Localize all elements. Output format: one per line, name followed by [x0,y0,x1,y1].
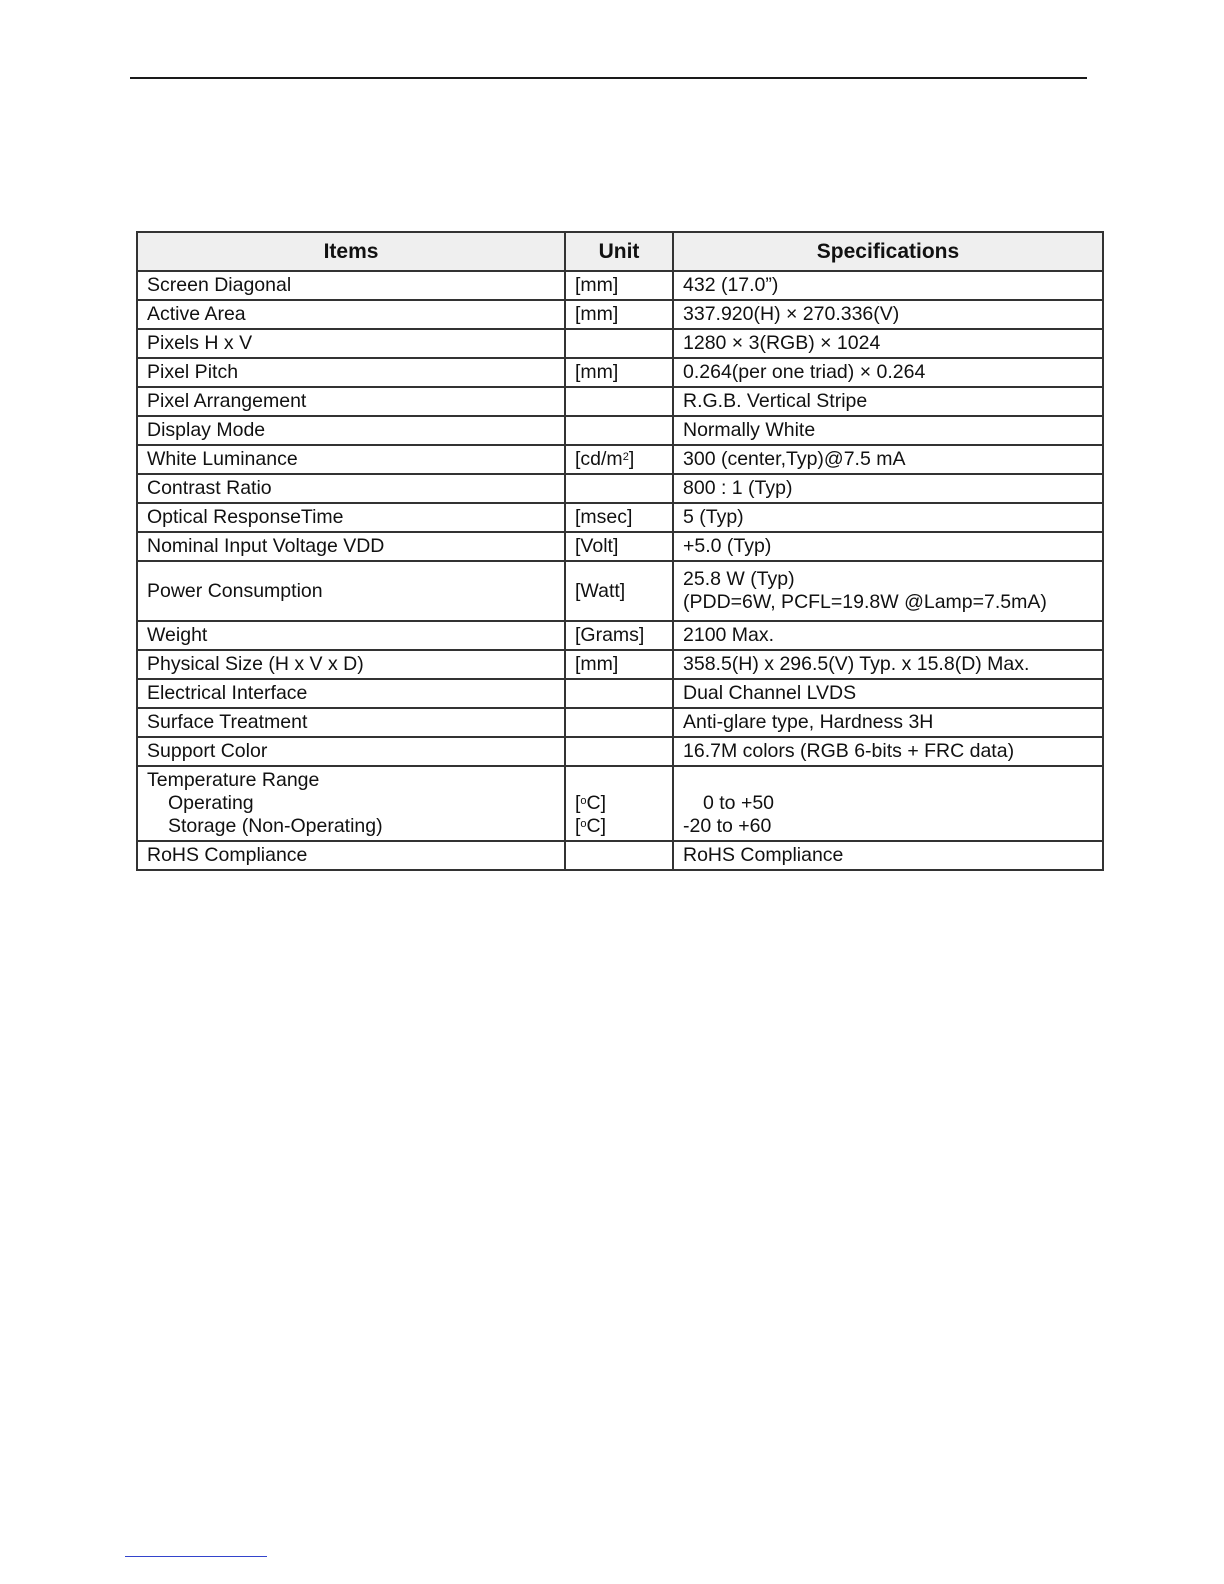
spec-cell [673,766,1103,841]
table-row [137,300,1103,329]
spec-line: (PDD=6W, PCFL=19.8W @Lamp=7.5mA) [683,591,1047,613]
header-specifications: Specifications [673,232,1103,271]
spec-cell [673,561,1103,621]
unit-cell: [mm] [565,271,673,300]
table-row [137,708,1103,737]
item-cell: Contrast Ratio [137,474,565,503]
unit-cell [565,737,673,766]
unit-cell [565,841,673,870]
table-row [137,387,1103,416]
unit-cell: [Volt] [565,532,673,561]
spec-cell: 2100 Max. [673,621,1103,650]
item-cell: Nominal Input Voltage VDD [137,532,565,561]
degree-superscript: o [580,818,587,830]
item-cell: Electrical Interface [137,679,565,708]
unit-cell [565,329,673,358]
table-row [137,358,1103,387]
spec-cell: 432 (17.0”) [673,271,1103,300]
spec-cell: Normally White [673,416,1103,445]
item-cell: Power Consumption [137,561,565,621]
unit-prefix: [cd/m [575,448,623,470]
spec-cell: 0.264(per one triad) × 0.264 [673,358,1103,387]
temperature-range-label: Temperature Range [147,769,320,791]
unit-open: [ [575,815,581,837]
operating-label: Operating [168,792,254,814]
table-row [137,766,1103,841]
unit-cell: [mm] [565,300,673,329]
table-row [137,271,1103,300]
item-cell: Display Mode [137,416,565,445]
unit-close: C] [586,815,607,837]
table-row [137,445,1103,474]
operating-range: 0 to +50 [703,792,775,814]
unit-cell [565,708,673,737]
spec-cell: 16.7M colors (RGB 6-bits + FRC data) [673,737,1103,766]
table-row [137,416,1103,445]
unit-cell [565,416,673,445]
item-cell: Pixels H x V [137,329,565,358]
unit-cell: [Grams] [565,621,673,650]
header-items: Items [137,232,565,271]
item-cell: Optical ResponseTime [137,503,565,532]
storage-range: -20 to +60 [683,815,772,837]
item-cell [137,766,565,841]
operating-unit [575,792,663,815]
unit-cell [565,679,673,708]
item-cell: Pixel Pitch [137,358,565,387]
table-row [137,650,1103,679]
spec-cell: 5 (Typ) [673,503,1103,532]
spec-cell: 300 (center,Typ)@7.5 mA [673,445,1103,474]
unit-cell: [mm] [565,650,673,679]
table-row [137,503,1103,532]
degree-superscript: o [580,795,587,807]
unit-cell: [Watt] [565,561,673,621]
table-header-row [137,232,1103,271]
spec-cell: 1280 × 3(RGB) × 1024 [673,329,1103,358]
table-row [137,329,1103,358]
spec-cell: Dual Channel LVDS [673,679,1103,708]
spec-cell: R.G.B. Vertical Stripe [673,387,1103,416]
storage-unit [575,815,663,838]
spec-cell: Anti-glare type, Hardness 3H [673,708,1103,737]
header-unit: Unit [565,232,673,271]
unit-cell: [mm] [565,358,673,387]
unit-cell: [msec] [565,503,673,532]
unit-cell [565,766,673,841]
table-row [137,841,1103,870]
unit-superscript: 2 [622,451,629,463]
item-cell: Support Color [137,737,565,766]
item-cell: RoHS Compliance [137,841,565,870]
spec-line: 25.8 W (Typ) [683,568,795,590]
spec-cell: 337.920(H) × 270.336(V) [673,300,1103,329]
spec-cell: 358.5(H) x 296.5(V) Typ. x 15.8(D) Max. [673,650,1103,679]
storage-label: Storage (Non-Operating) [168,815,383,837]
table-row [137,561,1103,621]
unit-suffix: ] [628,448,635,470]
item-cell: Active Area [137,300,565,329]
item-cell: Screen Diagonal [137,271,565,300]
item-cell: Pixel Arrangement [137,387,565,416]
table-row [137,621,1103,650]
item-cell: White Luminance [137,445,565,474]
item-cell: Surface Treatment [137,708,565,737]
unit-cell [565,387,673,416]
item-cell: Weight [137,621,565,650]
table-row [137,679,1103,708]
unit-cell [565,474,673,503]
footer-rule [125,1556,267,1557]
unit-open: [ [575,792,581,814]
item-cell: Physical Size (H x V x D) [137,650,565,679]
table-row [137,474,1103,503]
unit-cell [565,445,673,474]
table-row [137,737,1103,766]
spec-cell: RoHS Compliance [673,841,1103,870]
unit-close: C] [586,792,607,814]
specifications-table [136,231,1104,871]
spec-cell: 800 : 1 (Typ) [673,474,1103,503]
header-rule [130,77,1087,79]
table-row [137,532,1103,561]
spec-cell: +5.0 (Typ) [673,532,1103,561]
